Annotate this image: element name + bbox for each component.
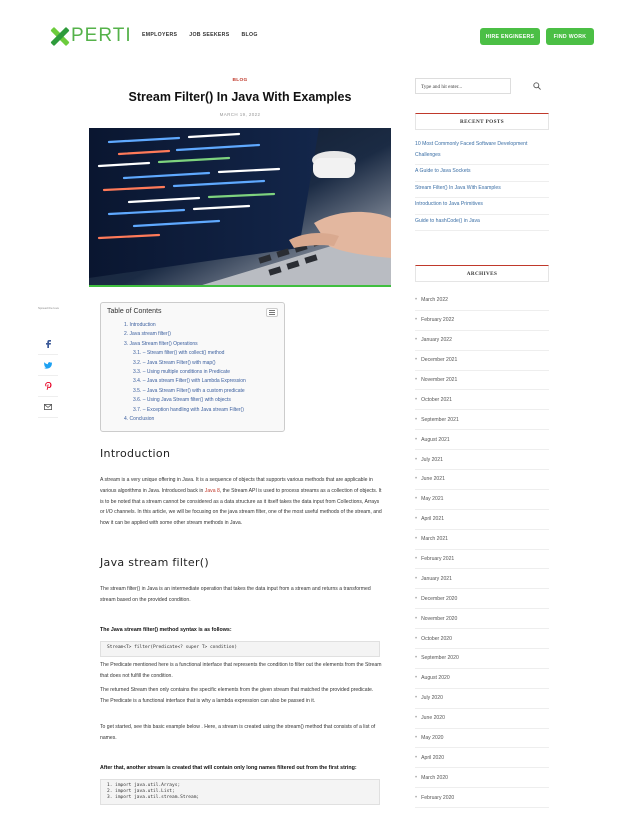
nav-blog[interactable]: BLOG (241, 32, 258, 38)
archive-link[interactable]: • September 2021 (415, 410, 549, 430)
archive-link[interactable]: • April 2021 (415, 510, 549, 530)
post-date: MARCH 19, 2022 (219, 112, 261, 117)
toc-subitem[interactable]: 3.2. – Java Stream Filter() with map() (133, 359, 216, 366)
predicate-paragraph: The Predicate mentioned here is a functional interface that represents the condition to filter out the elements from the Stream that does not fulfill the condition. (100, 662, 382, 679)
recent-post-link[interactable]: Introduction to Java Primitives (415, 198, 549, 215)
recent-posts-list (415, 138, 549, 231)
toc-subitem[interactable]: 3.7. – Exception handling with Java stream Filter() (133, 406, 244, 413)
introduction-heading: Introduction (100, 447, 171, 460)
intro-paragraph (100, 475, 382, 529)
hero-image (89, 128, 391, 286)
archive-link[interactable]: • February 2022 (415, 311, 549, 331)
toc-item[interactable]: 3. Java Stream filter() Operations (124, 340, 198, 347)
archive-link[interactable]: • March 2021 (415, 530, 549, 550)
share-bar (38, 334, 58, 418)
pinterest-icon (45, 382, 52, 390)
email-share-button[interactable] (38, 397, 58, 418)
archive-link[interactable]: • August 2021 (415, 430, 549, 450)
archive-link[interactable]: • December 2020 (415, 589, 549, 609)
archives-list (415, 291, 549, 808)
toc-subitem[interactable]: 3.1. – Stream filter() with collect() method (133, 350, 225, 357)
nav-job-seekers[interactable]: JOB SEEKERS (189, 32, 230, 38)
archive-link[interactable]: • January 2021 (415, 569, 549, 589)
syntax-code-block (100, 641, 380, 657)
toc-list (107, 321, 278, 424)
archive-link[interactable]: • August 2020 (415, 669, 549, 689)
toc-toggle-button[interactable] (266, 308, 278, 317)
archive-link[interactable]: • September 2020 (415, 649, 549, 669)
intro-text-end: , the Stream API is used to process streams as a collection of objects. It is to be noted that a stream cannot be considered as a data structure as it itself takes the data input from Collections, Arrays or I/O channels. In this article, we will be focusing on the java stream filter, one of the most useful methods of the stream, and how it can be applied with some other stream methods in Java. (100, 487, 382, 527)
code-line: 3. import java.util.stream.Stream; (107, 795, 200, 800)
archive-link[interactable]: • October 2021 (415, 390, 549, 410)
menu-lines-icon (269, 310, 275, 315)
example-code-block (100, 779, 380, 805)
archive-link[interactable]: • January 2022 (415, 331, 549, 351)
toc-subitem[interactable]: 3.5. – Java Stream Filter() with a custom predicate (133, 387, 245, 394)
archive-link[interactable]: • December 2021 (415, 351, 549, 371)
toc-title: Table of Contents (107, 308, 162, 315)
facebook-share-button[interactable] (38, 334, 58, 355)
nav-employers[interactable]: EMPLOYERS (142, 32, 178, 38)
toc-subitem[interactable]: 3.3. – Using multiple conditions in Predicate (133, 369, 230, 376)
syntax-label: The Java stream filter() method syntax is as follows: (100, 627, 232, 633)
archive-link[interactable]: • February 2020 (415, 788, 549, 808)
facebook-icon (45, 340, 51, 348)
archive-link[interactable]: • November 2020 (415, 609, 549, 629)
pinterest-share-button[interactable] (38, 376, 58, 397)
logo-text: PERTI (71, 25, 132, 46)
archives-title: ARCHIVES (415, 265, 549, 282)
twitter-icon (44, 362, 52, 369)
archive-link[interactable]: • April 2020 (415, 748, 549, 768)
search-input[interactable]: Type and hit enter... (415, 78, 511, 94)
toc-item[interactable]: 2. Java stream filter() (124, 331, 171, 338)
laptop-code-illustration (89, 128, 391, 286)
share-label: Spread the love (38, 306, 60, 310)
toc-subitem[interactable]: 3.4. – Java stream Filter() with Lambda Expression (133, 378, 246, 385)
code-line: Stream<T> filter(Predicate<? super T> condition) (107, 645, 238, 650)
filter-paragraph: The stream filter() in Java is an intermediate operation that takes the data input from a stream and returns a transformed stream based on the provided condition. (100, 586, 371, 603)
recent-post-link[interactable]: A Guide to Java Sockets (415, 165, 549, 182)
archive-link[interactable]: • June 2020 (415, 709, 549, 729)
main-nav (142, 32, 258, 38)
hire-engineers-button[interactable]: HIRE ENGINEERS (480, 28, 540, 45)
page-title: Stream Filter() In Java With Examples (128, 90, 352, 104)
table-of-contents (100, 302, 285, 432)
find-work-button[interactable]: FIND WORK (546, 28, 594, 45)
toc-item[interactable]: 4. Conclusion (124, 416, 155, 423)
category-label[interactable]: BLOG (232, 78, 248, 83)
archive-link[interactable]: • March 2020 (415, 768, 549, 788)
toc-subitem[interactable]: 3.6. – Using Java Stream filter() with objects (133, 397, 231, 404)
code-line: 1. import java.util.Arrays; (107, 783, 181, 788)
x-logo-mark-icon (50, 26, 70, 46)
xperti-logo[interactable] (50, 26, 132, 46)
code-line: 2. import java.util.List; (107, 789, 175, 794)
after-label: After that, another stream is created that will contain only long names filtered out from the first string: (100, 765, 357, 771)
archive-link[interactable]: • February 2021 (415, 550, 549, 570)
toc-item[interactable]: 1. Introduction (124, 322, 156, 328)
intro-text-start: A stream is a very unique offering in Java. It is a sequence of objects that supports various methods that are applicable in various algorithms in Java. Introduced back in (100, 477, 373, 494)
archive-link[interactable]: • July 2020 (415, 689, 549, 709)
archive-link[interactable]: • November 2021 (415, 371, 549, 391)
recent-post-link[interactable]: 10 Most Commonly Faced Software Development Challenges (415, 138, 549, 165)
envelope-icon (44, 404, 52, 410)
search-icon[interactable] (533, 82, 541, 90)
archive-link[interactable]: • May 2021 (415, 490, 549, 510)
archive-link[interactable]: • March 2022 (415, 291, 549, 311)
archive-link[interactable]: • May 2020 (415, 729, 549, 749)
archive-link[interactable]: • July 2021 (415, 450, 549, 470)
stream-filter-heading: Java stream filter() (100, 556, 209, 569)
recent-post-link[interactable]: Guide to hashCode() in Java (415, 215, 549, 232)
hero-accent-bar (89, 285, 391, 287)
twitter-share-button[interactable] (38, 355, 58, 376)
recent-posts-title: RECENT POSTS (415, 113, 549, 130)
recent-post-link[interactable]: Stream Filter() In Java With Examples (415, 182, 549, 199)
example-paragraph: To get started, see this basic example below . Here, a stream is created using the stream() method that consists of a list of names. (100, 724, 376, 741)
site-header (0, 0, 638, 70)
java-8-link[interactable]: Java 8 (204, 487, 220, 494)
returned-paragraph: The returned Stream then only contains the specific elements from the given stream that matched the provided predicate. The Predicate is a functional interface that is why a lambda expression can also be passed in it. (100, 687, 374, 704)
archive-link[interactable]: • June 2021 (415, 470, 549, 490)
archive-link[interactable]: • October 2020 (415, 629, 549, 649)
